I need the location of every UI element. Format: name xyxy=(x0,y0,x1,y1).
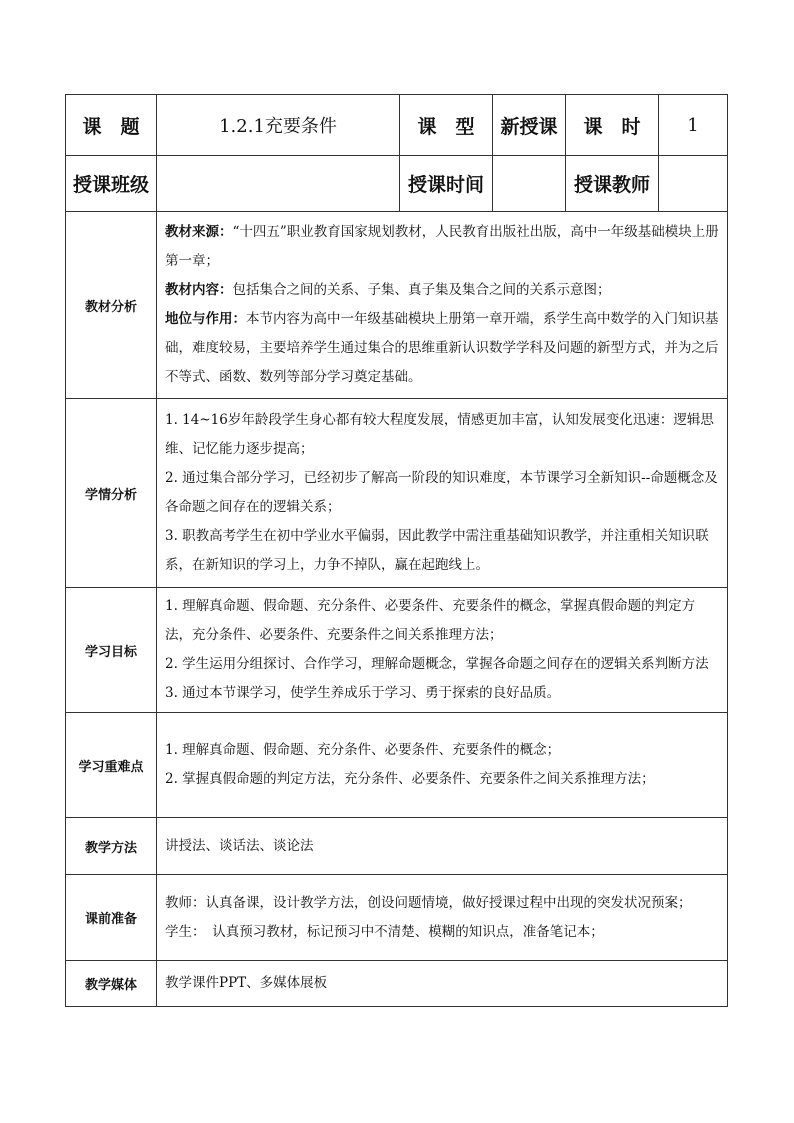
topic-label: 课 题 xyxy=(66,95,157,156)
material-content xyxy=(165,276,719,305)
list-item: 教师：认真备课，设计教学方法，创设问题情境，做好授课过程中出现的突发状况预案； xyxy=(165,894,692,911)
media-label: 教学媒体 xyxy=(66,961,157,1007)
list-item: 1. 理解真命题、假命题、充分条件、必要条件、充要条件的概念； xyxy=(165,742,561,758)
learning-goals-row xyxy=(66,588,728,713)
material-analysis-label: 教材分析 xyxy=(66,212,157,399)
hours-value: 1 xyxy=(659,95,728,156)
material-source xyxy=(165,218,719,276)
teacher-value xyxy=(659,156,728,212)
material-analysis-row xyxy=(66,212,728,399)
material-analysis-content xyxy=(157,212,728,399)
student-analysis-label: 学情分析 xyxy=(66,399,157,588)
time-value xyxy=(493,156,566,212)
list-item: 2. 学生运用分组探讨、合作学习，理解命题概念，掌握各命题之间存在的逻辑关系判断方法 xyxy=(165,656,709,672)
material-role-label: 地位与作用： xyxy=(165,311,246,327)
teaching-methods-row xyxy=(66,818,728,875)
material-source-text: “十四五”职业教育国家规划教材，人民教育出版社出版，高中一年级基础模块上册第一章； xyxy=(165,224,719,269)
hours-label: 课 时 xyxy=(566,95,659,156)
list-item: 3. 通过本节课学习，使学生养成乐于学习、勇于探索的良好品质。 xyxy=(165,685,561,701)
preparation-row xyxy=(66,875,728,961)
material-role-text: 本节内容为高中一年级基础模块上册第一章开端，系学生高中数学的入门知识基础，难度较易，主要培养学生通过集合的思维重新认识数学学科及问题的新型方式，并为之后不等式、函数、数列等部分学习奠定基础。 xyxy=(165,311,719,385)
media-content: 教学课件PPT、多媒体展板 xyxy=(157,961,728,1007)
material-content-text: 包括集合之间的关系、子集、真子集及集合之间的关系示意图； xyxy=(232,282,611,298)
key-points-label: 学习重难点 xyxy=(66,713,157,818)
lesson-plan-table xyxy=(65,94,728,1007)
list-item: 2. 通过集合部分学习，已经初步了解高一阶段的知识难度，本节课学习全新知识--命题概念及各命题之间存在的逻辑关系； xyxy=(165,470,718,515)
topic-value: 1.2.1充要条件 xyxy=(157,95,400,156)
list-item: 2. 掌握真假命题的判定方法，充分条件、必要条件、充要条件之间关系推理方法； xyxy=(165,771,655,787)
list-item: 1. 理解真命题、假命题、充分条件、必要条件、充要条件的概念，掌握真假命题的判定方法，充分条件、必要条件、充要条件之间关系推理方法； xyxy=(165,598,696,643)
teaching-methods-content: 讲授法、谈话法、谈论法 xyxy=(157,818,728,875)
learning-goals-content xyxy=(157,588,728,713)
header-row-2 xyxy=(66,156,728,212)
learning-goals-label: 学习目标 xyxy=(66,588,157,713)
list-item: 3. 职教高考学生在初中学业水平偏弱，因此教学中需注重基础知识教学，并注重相关知识联系，在新知识的学习上，力争不掉队，赢在起跑线上。 xyxy=(165,528,709,573)
header-row-1 xyxy=(66,95,728,156)
type-value: 新授课 xyxy=(493,95,566,156)
student-analysis-content xyxy=(157,399,728,588)
student-analysis-row xyxy=(66,399,728,588)
key-points-row xyxy=(66,713,728,818)
class-value xyxy=(157,156,400,212)
material-content-label: 教材内容： xyxy=(165,282,233,298)
teacher-label: 授课教师 xyxy=(566,156,659,212)
media-row xyxy=(66,961,728,1007)
teaching-methods-label: 教学方法 xyxy=(66,818,157,875)
material-role xyxy=(165,305,719,392)
key-points-content xyxy=(157,713,728,818)
class-label: 授课班级 xyxy=(66,156,157,212)
time-label: 授课时间 xyxy=(400,156,493,212)
material-source-label: 教材来源： xyxy=(165,224,233,240)
preparation-content xyxy=(157,875,728,961)
type-label: 课 型 xyxy=(400,95,493,156)
list-item: 学生： 认真预习教材，标记预习中不清楚、模糊的知识点，准备笔记本； xyxy=(165,923,604,940)
list-item: 1. 14~16岁年龄段学生身心都有较大程度发展，情感更加丰富，认知发展变化迅速：逻辑思维、记忆能力逐步提高； xyxy=(165,412,714,457)
preparation-label: 课前准备 xyxy=(66,875,157,961)
